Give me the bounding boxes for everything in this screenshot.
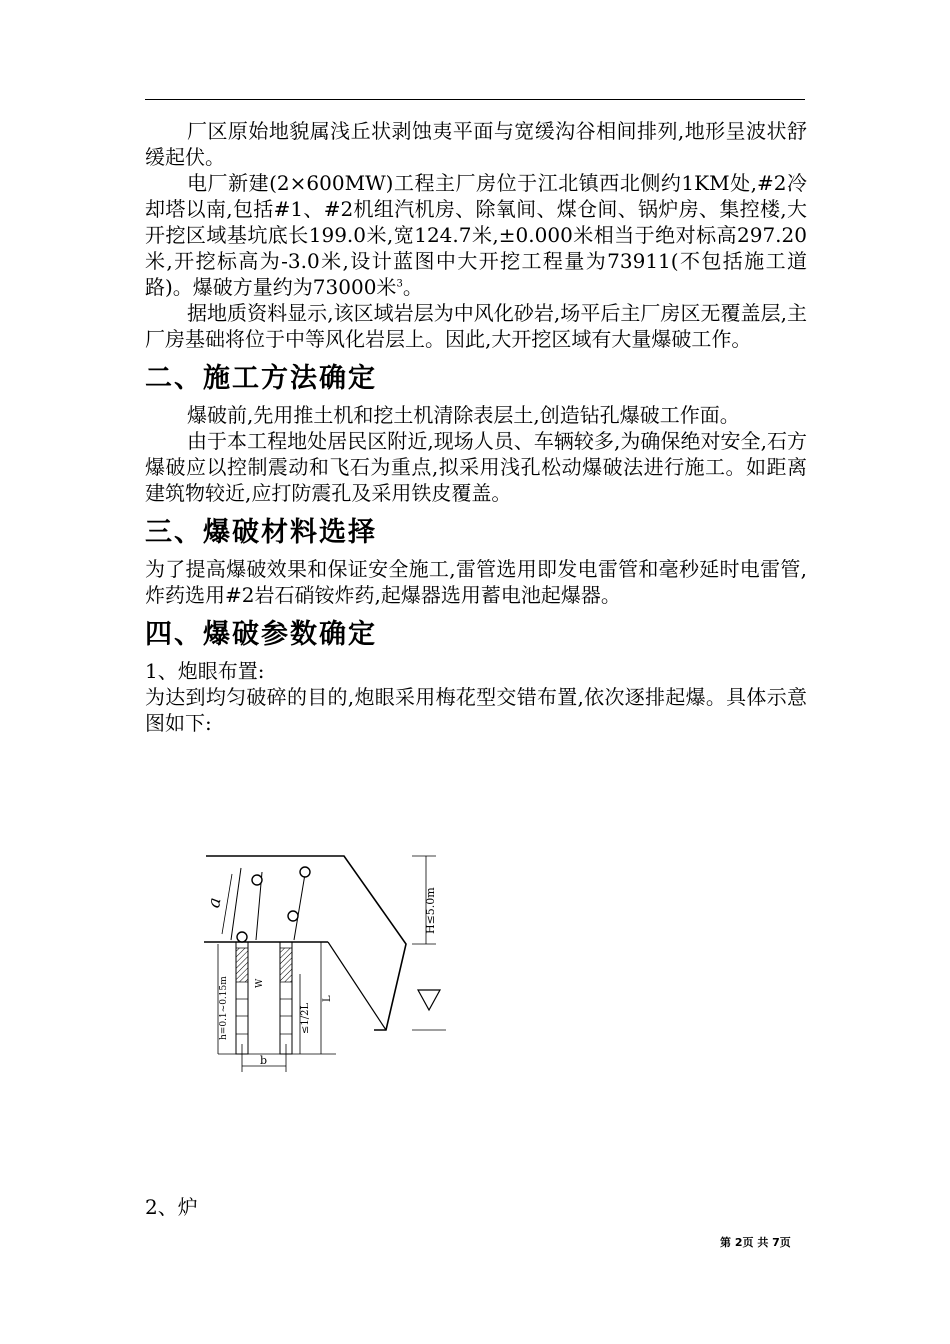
item-2-partial: 2、炉 (145, 1195, 198, 1219)
document-body (145, 118, 807, 736)
paragraph-geology: 据地质资料显示,该区域岩层为中风化砂岩,场平后主厂房区无覆盖层,主厂房基础将位于中等风化岩层上。因此,大开挖区域有大量爆破工作。 (145, 301, 807, 351)
paragraph-project (145, 170, 807, 300)
blasting-diagram (196, 844, 456, 1084)
superscript-3: 3 (396, 278, 403, 290)
section-heading-parameters: 四、爆破参数确定 (145, 619, 377, 650)
label-w: W (255, 978, 265, 988)
section-heading-materials: 三、爆破材料选择 (145, 517, 377, 548)
label-h-range: h=0.1~0.15m (219, 976, 229, 1040)
paragraph-hole-layout: 为达到均匀破碎的目的,炮眼采用梅花型交错布置,依次逐排起爆。具体示意图如下: (145, 685, 807, 735)
page-footer: 第 2页 共 7页 (720, 1236, 791, 1249)
label-a: a (204, 896, 226, 910)
paragraph-terrain: 厂区原始地貌属浅丘状剥蚀夷平面与宽缓沟谷相间排列,地形呈波状舒缓起伏。 (145, 119, 807, 169)
label-half-l: ≤1/2L (300, 1002, 311, 1034)
paragraph-project-text: 电厂新建(2×600MW)工程主厂房位于江北镇西北侧约1KM处,#2冷却塔以南,包括#1、#2机组汽机房、除氧间、煤仓间、锅炉房、集控楼,大开挖区域基坑底长199.0米,宽124.7米,±0.000米相当于绝对标高297.20米,开挖标高为-3.0米,设计蓝图中大开挖工程量为73911(不包括施工道路)。爆破方量约为73000米 (145, 171, 807, 299)
label-b: b (260, 1054, 268, 1067)
paragraph-project-end: 。 (402, 275, 423, 299)
section-heading-construction-method: 二、施工方法确定 (145, 363, 377, 394)
paragraph-safety: 由于本工程地处居民区附近,现场人员、车辆较多,为确保绝对安全,石方爆破应以控制震动和飞石为重点,拟采用浅孔松动爆破法进行施工。如距离建筑物较近,应打防震孔及采用铁皮覆盖。 (145, 429, 807, 505)
paragraph-materials: 为了提高爆破效果和保证安全施工,雷管选用即发电雷管和毫秒延时电雷管,炸药选用#2岩石硝铵炸药,起爆器选用蓄电池起爆器。 (145, 557, 807, 607)
label-l: L (322, 995, 333, 1002)
item-title-hole-layout: 1、炮眼布置: (145, 659, 265, 683)
header-rule (145, 99, 805, 100)
paragraph-preparation: 爆破前,先用推土机和挖土机清除表层土,创造钻孔爆破工作面。 (187, 403, 740, 427)
label-h-max: H≤5.0m (424, 887, 437, 934)
